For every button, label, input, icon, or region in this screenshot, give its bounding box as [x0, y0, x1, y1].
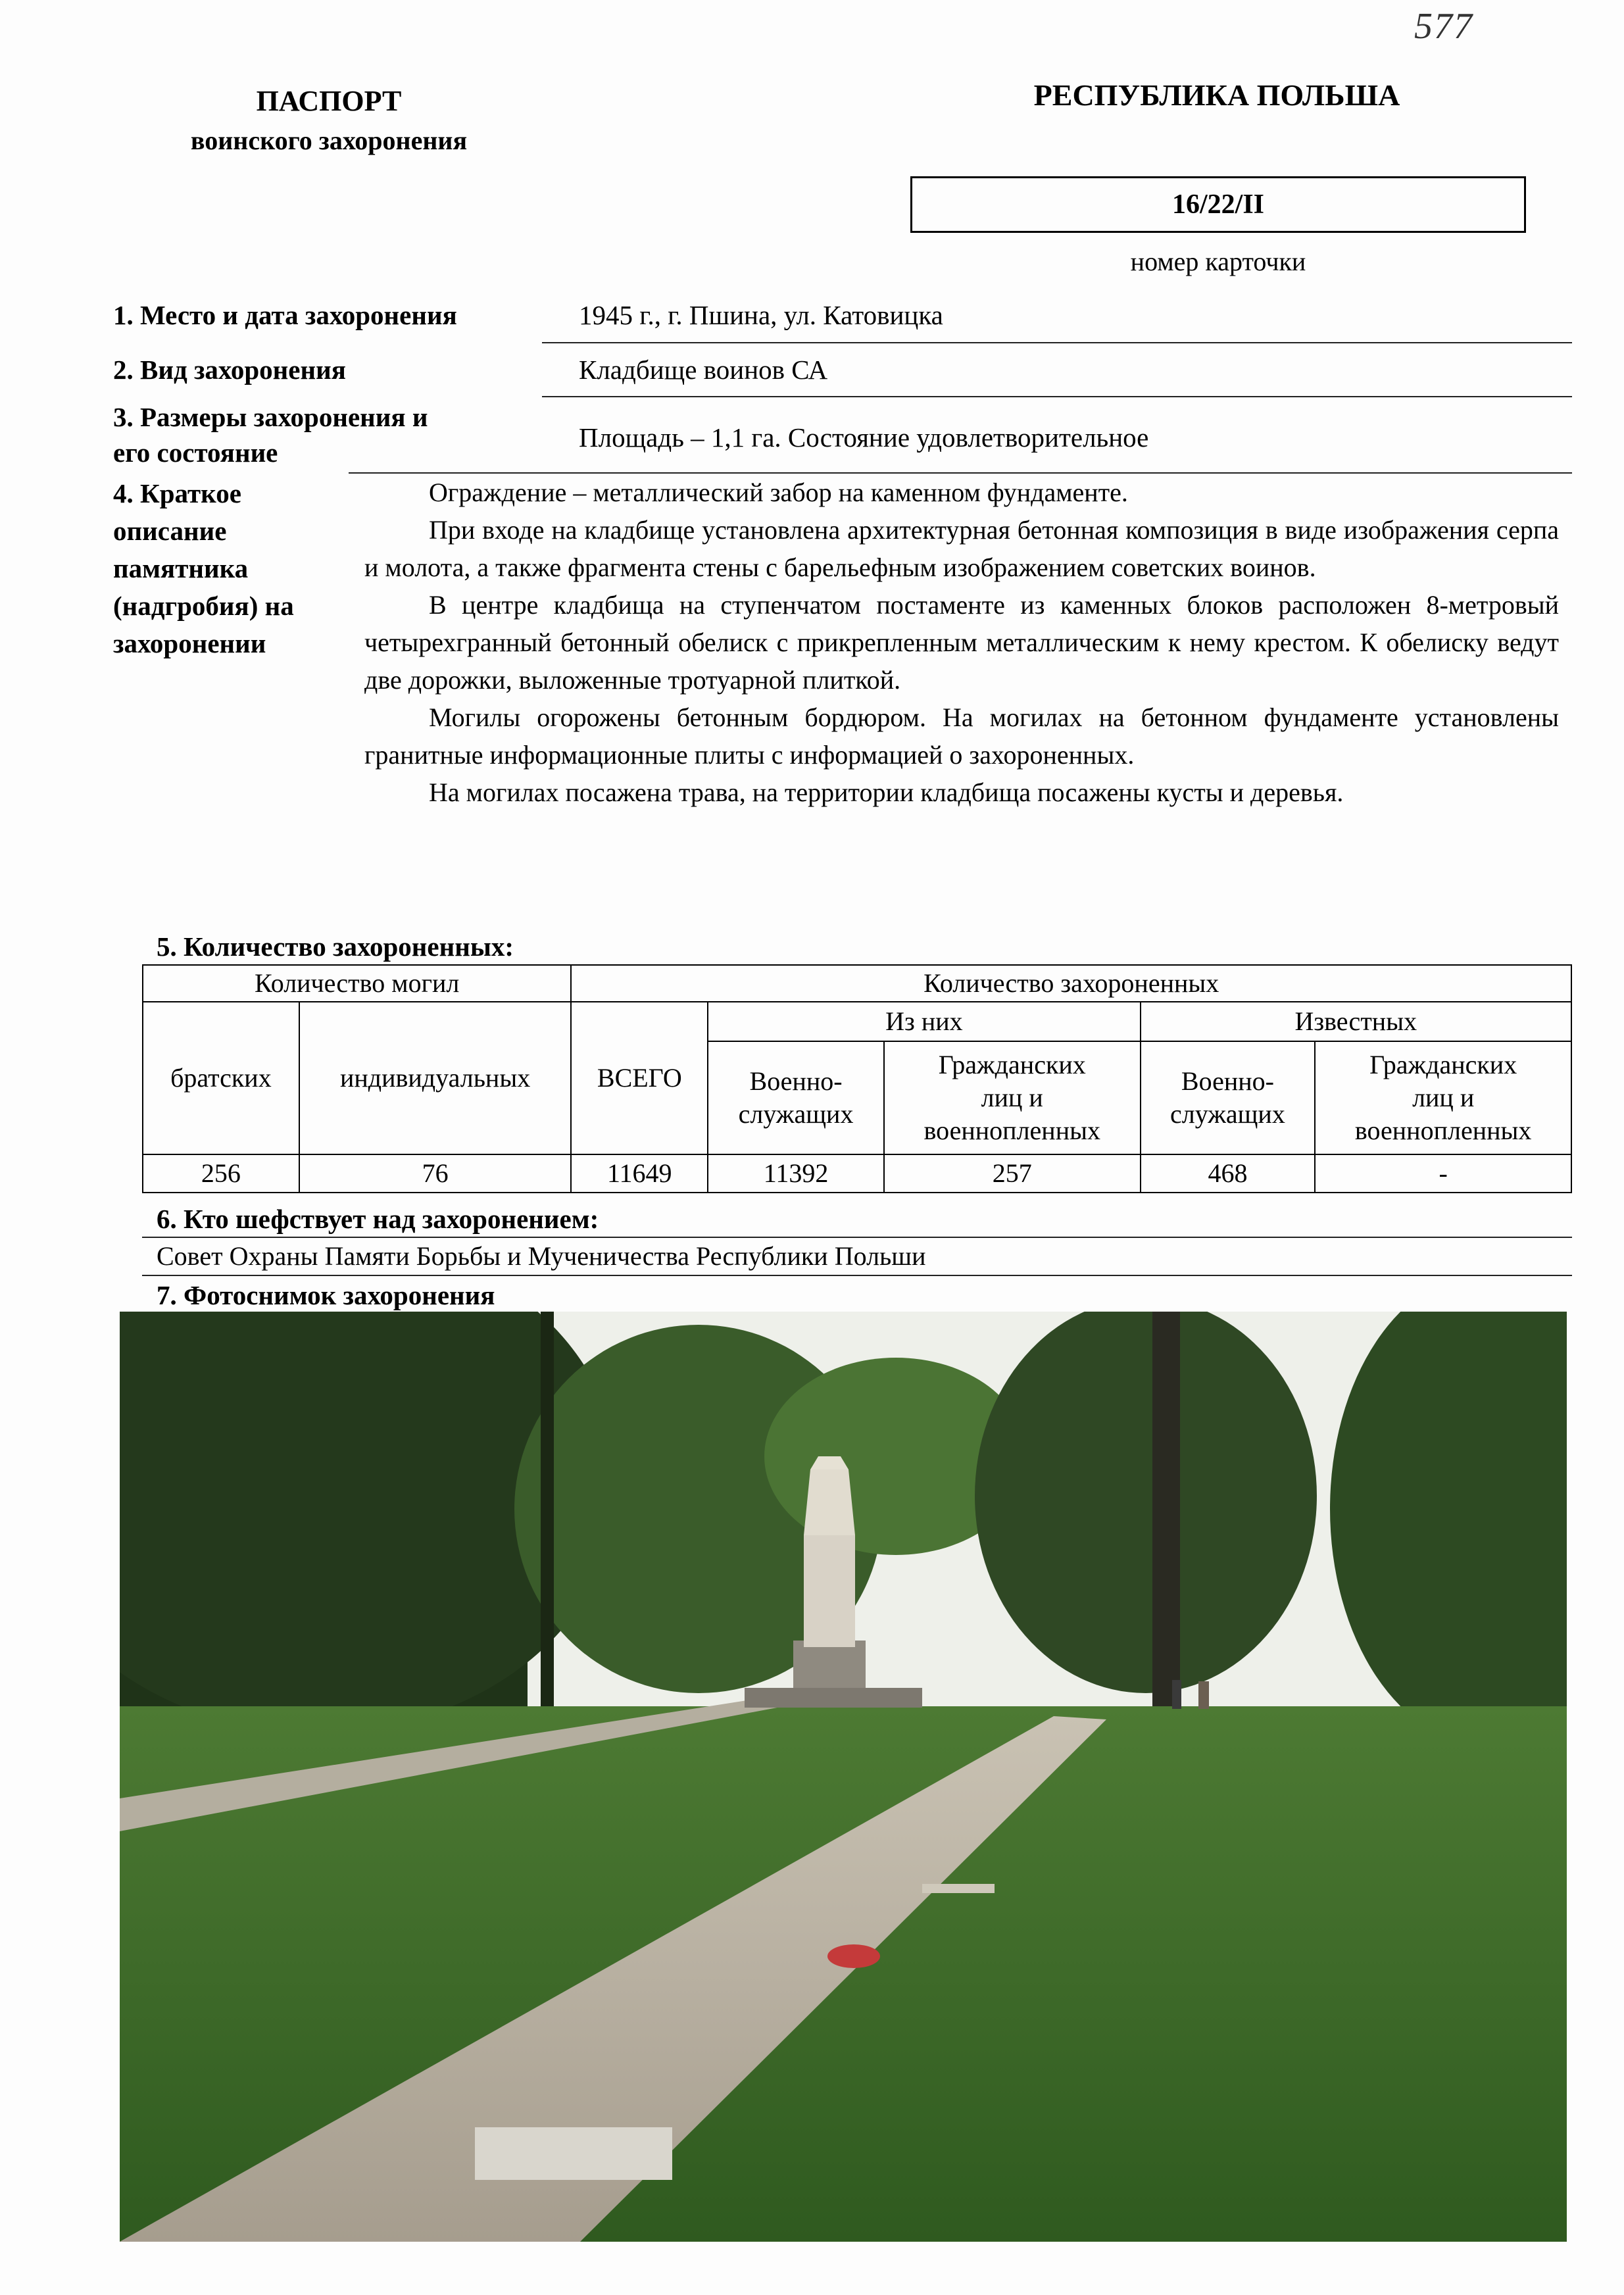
header-known-military-line1: Военно-: [1181, 1066, 1274, 1096]
patron-value: Совет Охраны Памяти Борьбы и Мученичества Республики Польши: [157, 1241, 926, 1271]
cell-mass-graves: 256: [143, 1154, 299, 1193]
description-text: [364, 474, 1559, 811]
description-paragraph: На могилах посажена трава, на территории кладбища посажены кусты и деревья.: [429, 777, 1344, 807]
table-row: [143, 1154, 1571, 1193]
description-paragraph: При входе на кладбище установлена архитектурная бетонная композиция в виде изображения серпа и молота, а также фрагмента стены с барельефным изображением советских воинов.: [364, 515, 1559, 582]
size-label: [113, 399, 428, 470]
header-known-civilians-line1: Гражданских: [1369, 1050, 1517, 1079]
table-header-row: [143, 965, 1571, 1002]
card-number-box: [910, 176, 1526, 233]
header-known-civilians-line3: военнопленных: [1354, 1116, 1532, 1145]
header-civilians-line3: военнопленных: [923, 1116, 1100, 1145]
type-label: 2. Вид захоронения: [113, 355, 346, 385]
count-section-title: 5. Количество захороненных:: [157, 931, 514, 962]
cell-total: 11649: [571, 1154, 708, 1193]
header-mass-graves: братских: [143, 1002, 299, 1154]
cemetery-photo-illustration: [120, 1312, 1567, 2242]
description-label-line2: описание: [113, 516, 227, 546]
header-civilians-line1: Гражданских: [938, 1050, 1086, 1079]
header-military-line1: Военно-: [749, 1066, 843, 1096]
cell-known-military: 468: [1141, 1154, 1316, 1193]
header-known-civilians: [1315, 1041, 1571, 1154]
patron-top-rule: [142, 1237, 1572, 1238]
size-value: Площадь – 1,1 га. Состояние удовлетворительное: [579, 422, 1149, 453]
header-known-civilians-line2: лиц и: [1412, 1083, 1475, 1112]
patron-section-title: 6. Кто шефствует над захоронением:: [157, 1204, 599, 1234]
cell-known-civilians: -: [1315, 1154, 1571, 1193]
header-total: ВСЕГО: [571, 1002, 708, 1154]
cell-military: 11392: [708, 1154, 884, 1193]
photo-section-title: 7. Фотоснимок захоронения: [157, 1280, 495, 1310]
document-subtitle: воинского захоронения: [190, 126, 468, 155]
header-individual-graves: индивидуальных: [299, 1002, 572, 1154]
header-buried-count: Количество захороненных: [571, 965, 1571, 1002]
header-civilians: [884, 1041, 1141, 1154]
country-heading: РЕСПУБЛИКА ПОЛЬША: [1033, 78, 1400, 112]
description-paragraph: Могилы огорожены бетонным бордюром. На могилах на бетонном фундаменте установлены гранитные информационные плиты с информацией о захороненных.: [364, 703, 1559, 770]
description-label-line5: захоронении: [113, 628, 266, 658]
description-label-line1: 4. Краткое: [113, 478, 241, 508]
description-paragraph: Ограждение – металлический забор на каменном фундаменте.: [429, 478, 1128, 507]
table-header-row: [143, 1002, 1571, 1041]
place-value: 1945 г., г. Пшина, ул. Катовицка: [579, 300, 943, 330]
type-value: Кладбище воинов СА: [579, 355, 828, 385]
description-label: [113, 475, 294, 662]
size-label-line1: 3. Размеры захоронения и: [113, 402, 428, 432]
description-label-line4: (надгробия) на: [113, 591, 294, 621]
handwritten-page-number: 577: [1414, 6, 1473, 47]
description-label-line3: памятника: [113, 553, 249, 583]
document-title: ПАСПОРТ: [256, 85, 402, 117]
burial-site-photo: [120, 1312, 1567, 2242]
header-known-military-line2: служащих: [1170, 1099, 1285, 1129]
description-paragraph: В центре кладбища на ступенчатом постаменте из каменных блоков расположен 8-метровый четырехгранный бетонный обелиск с прикрепленным металлическим к нему крестом. К обелиску ведут две дорожки, выложенные тротуарной плиткой.: [364, 590, 1559, 695]
size-label-line2: его состояние: [113, 437, 278, 468]
type-underline: [542, 396, 1572, 397]
header-known: Известных: [1141, 1002, 1571, 1041]
card-number-caption: номер карточки: [1130, 247, 1306, 276]
card-number: 16/22/II: [1171, 189, 1265, 220]
cell-individual-graves: 76: [299, 1154, 572, 1193]
patron-bottom-rule: [142, 1275, 1572, 1276]
place-label: 1. Место и дата захоронения: [113, 300, 457, 330]
burials-count-table: [142, 964, 1572, 1193]
header-military-line2: служащих: [738, 1099, 854, 1129]
header-military: [708, 1041, 884, 1154]
header-known-military: [1141, 1041, 1316, 1154]
cell-civilians: 257: [884, 1154, 1141, 1193]
place-underline: [542, 342, 1572, 343]
header-of-them: Из них: [708, 1002, 1140, 1041]
header-graves-count: Количество могил: [143, 965, 571, 1002]
header-civilians-line2: лиц и: [981, 1083, 1043, 1112]
